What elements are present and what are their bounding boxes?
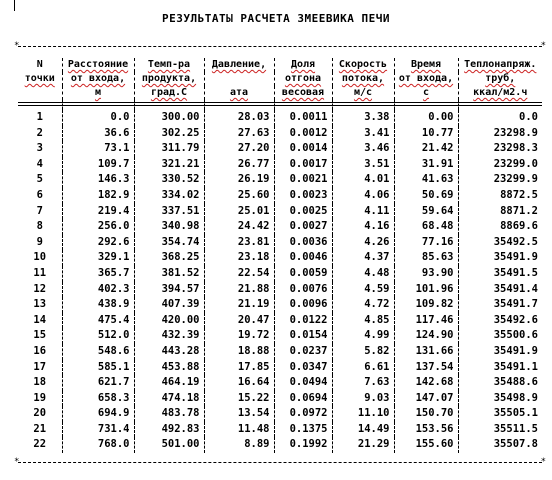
table-cell: 8869.6 [458,219,542,235]
table-cell: 658.3 [62,391,134,407]
table-row [18,188,542,204]
table-cell: 0.0694 [274,391,332,407]
table-cell: 453.88 [134,360,204,376]
table-row [18,422,542,438]
header-row [18,72,542,86]
corner-star-icon: * [540,457,546,467]
table-cell: 16 [33,344,47,357]
table-cell: 109.82 [394,297,458,313]
table-row [18,344,542,360]
table-cell: 330.52 [134,172,204,188]
table-cell: 0.0046 [274,250,332,266]
document-title: РЕЗУЛЬТАТЫ РАСЧЕТА ЗМЕЕВИКА ПЕЧИ [162,12,390,25]
table-cell: 621.7 [62,375,134,391]
column-header-text: м/с [353,87,373,98]
table-cell: 146.3 [62,172,134,188]
table-cell: 548.6 [62,344,134,360]
table-cell: 3.41 [332,126,394,142]
column-header-text: м [94,87,102,98]
table-cell: 73.1 [62,141,134,157]
table-cell: 2 [36,126,43,139]
table-cell: 0.0023 [274,188,332,204]
table-cell: 35492.6 [458,313,542,329]
table-cell: 7.63 [332,375,394,391]
table-cell: 4 [36,157,43,170]
table-cell: 9.03 [332,391,394,407]
table-cell: 17 [33,360,47,373]
table-cell: 11.10 [332,406,394,422]
table-cell: 3.38 [332,110,394,126]
table-cell: 402.3 [62,282,134,298]
table-cell: 219.4 [62,204,134,220]
column-header-text: потока, [341,73,385,84]
table-cell: 0.0059 [274,266,332,282]
table-cell: 85.63 [394,250,458,266]
column-header-text: весовая [281,87,325,98]
table-cell: 23298.3 [458,141,542,157]
table-cell: 302.25 [134,126,204,142]
table-cell: 5 [36,173,43,186]
column-header-cell [394,72,458,86]
column-header-text: Время [410,59,442,70]
column-header-cell [18,86,62,100]
column-header-text: Темп-ра [147,59,191,70]
table-cell: 365.7 [62,266,134,282]
table-cell: 77.16 [394,235,458,251]
column-header-text: труб, [485,73,516,84]
table-row [18,437,542,453]
table-cell: 5.82 [332,344,394,360]
table-cell: 41.63 [394,172,458,188]
table-cell: 14 [33,313,47,326]
table-cell: 21.88 [204,282,274,298]
table-cell: 17.85 [204,360,274,376]
table-cell: 147.07 [394,391,458,407]
table-cell: 4.01 [332,172,394,188]
table-cell: 475.4 [62,313,134,329]
table-cell: 0.0 [458,110,542,126]
column-header-cell [458,58,542,72]
column-header-cell [62,72,134,86]
column-header-text: Давление, [211,59,267,70]
table-cell: 28.03 [204,110,274,126]
table-cell: 50.69 [394,188,458,204]
table-cell: 24.42 [204,219,274,235]
column-header-text: Скорость [338,59,388,70]
table-header [18,58,542,110]
table-cell: 4.59 [332,282,394,298]
column-header-cell [274,72,332,86]
table-cell: 35505.1 [458,406,542,422]
table-bottom-border [18,462,542,463]
table-cell: 501.00 [134,437,204,453]
table-cell: 13 [33,298,47,311]
table-cell: 20 [33,407,47,420]
table-row [18,375,542,391]
table-cell: 124.90 [394,328,458,344]
table-cell: 0.0017 [274,157,332,173]
table-cell: 23299.0 [458,157,542,173]
table-cell: 23299.9 [458,172,542,188]
table-cell: 731.4 [62,422,134,438]
table-cell: 137.54 [394,360,458,376]
table-cell: 25.60 [204,188,274,204]
table-cell: 4.72 [332,297,394,313]
table-cell: 21.42 [394,141,458,157]
table-cell: 464.19 [134,375,204,391]
table-cell: 6.61 [332,360,394,376]
table-cell: 512.0 [62,328,134,344]
table-cell: 0.0027 [274,219,332,235]
table-cell: 0.1992 [274,437,332,453]
table-cell: 9 [36,235,43,248]
table-cell: 35507.8 [458,437,542,453]
table-cell: 10.77 [394,126,458,142]
table-cell: 35498.9 [458,391,542,407]
column-header-cell [394,86,458,100]
table-row [18,126,542,142]
table-cell: 8 [36,220,43,233]
text-cursor [14,0,15,11]
table-row [18,204,542,220]
table-cell: 368.25 [134,250,204,266]
table-cell: 68.48 [394,219,458,235]
table-row [18,406,542,422]
table-cell: 0.0096 [274,297,332,313]
table-row [18,328,542,344]
table-cell: 35491.5 [458,266,542,282]
table-cell: 340.98 [134,219,204,235]
table-cell: 3 [36,142,43,155]
table-cell: 21 [33,422,47,435]
table-cell: 4.48 [332,266,394,282]
table-cell: 35511.5 [458,422,542,438]
column-header-cell [274,58,332,72]
column-header-cell [332,86,394,100]
table-cell: 492.83 [134,422,204,438]
table-cell: 21.29 [332,437,394,453]
table-cell: 334.02 [134,188,204,204]
table-cell: 23.81 [204,235,274,251]
table-cell: 11.48 [204,422,274,438]
table-cell: 36.6 [62,126,134,142]
table-cell: 35500.6 [458,328,542,344]
column-header-cell [394,58,458,72]
table-cell: 443.28 [134,344,204,360]
column-header-cell [458,86,542,100]
column-header-cell [134,86,204,100]
header-row [18,58,542,72]
table-cell: 0.0 [62,110,134,126]
table-cell: 4.11 [332,204,394,220]
table-row [18,282,542,298]
table-cell: 407.39 [134,297,204,313]
table-cell: 768.0 [62,437,134,453]
table-cell: 4.99 [332,328,394,344]
table-cell: 13.54 [204,406,274,422]
table-cell: 142.68 [394,375,458,391]
table-row [18,313,542,329]
column-header-cell [134,58,204,72]
table-cell: 0.1375 [274,422,332,438]
table-cell: 0.0494 [274,375,332,391]
column-header-cell [18,58,62,72]
column-header-cell [274,86,332,100]
table-cell: 19 [33,391,47,404]
table-cell: 15.22 [204,391,274,407]
corner-star-icon: * [14,41,20,51]
table-row [18,141,542,157]
table-cell: 14.49 [332,422,394,438]
table-row [18,172,542,188]
table-cell: 256.0 [62,219,134,235]
column-header-text: Расстояние [67,59,129,70]
table-cell: 22 [33,438,47,451]
table-row [18,157,542,173]
table-cell: 8871.2 [458,204,542,220]
table-cell: 394.57 [134,282,204,298]
table-cell: 23.18 [204,250,274,266]
table-cell: 21.19 [204,297,274,313]
table-row [18,360,542,376]
table-cell: 4.16 [332,219,394,235]
table-cell: 109.7 [62,157,134,173]
table-cell: 0.0011 [274,110,332,126]
table-cell: 585.1 [62,360,134,376]
table-cell: 155.60 [394,437,458,453]
table-row [18,110,542,126]
column-header-text: отгона [284,73,322,84]
table-cell: 35491.4 [458,282,542,298]
table-row [18,391,542,407]
table-cell: 26.77 [204,157,274,173]
table-cell: 0.0154 [274,328,332,344]
results-table-frame [14,41,546,467]
table-cell: 23298.9 [458,126,542,142]
column-header-cell [332,58,394,72]
table-cell: 93.90 [394,266,458,282]
table-cell: 1 [36,111,43,123]
table-cell: 329.1 [62,250,134,266]
column-header-text: ата [229,87,249,98]
column-header-text: от входа, [398,73,454,84]
table-row [18,250,542,266]
table-cell: 18 [33,376,47,389]
table-cell: 27.20 [204,141,274,157]
table-cell: 35488.6 [458,375,542,391]
table-cell: 19.72 [204,328,274,344]
column-header-text: Доля [290,59,316,70]
table-cell: 3.51 [332,157,394,173]
table-cell: 182.9 [62,188,134,204]
table-cell: 321.21 [134,157,204,173]
table-row [18,219,542,235]
column-header-text: точки [24,73,55,84]
column-header-cell [62,86,134,100]
table-cell: 153.56 [394,422,458,438]
table-cell: 6 [36,188,43,201]
table-cell: 0.0036 [274,235,332,251]
column-header-text: ккал/м2.ч [473,87,528,98]
column-header-cell [332,72,394,86]
table-cell: 4.26 [332,235,394,251]
table-cell: 25.01 [204,204,274,220]
table-row [18,266,542,282]
table-cell: 0.0122 [274,313,332,329]
column-header-text: Теплонапряж. [464,59,537,70]
table-cell: 35491.7 [458,297,542,313]
table-cell: 311.79 [134,141,204,157]
column-header-cell [62,58,134,72]
table-cell: 432.39 [134,328,204,344]
corner-star-icon: * [540,41,546,51]
table-cell: 35491.1 [458,360,542,376]
column-header-cell [204,86,274,100]
table-cell: 0.0025 [274,204,332,220]
table-cell: 0.00 [394,110,458,126]
table-cell: 10 [33,251,47,264]
column-header-cell [134,72,204,86]
table-cell: 117.46 [394,313,458,329]
column-header-text: с [422,87,430,98]
table-cell: 131.66 [394,344,458,360]
table-cell: 381.52 [134,266,204,282]
table-cell: 0.0972 [274,406,332,422]
table-cell: 0.0021 [274,172,332,188]
table-cell: 300.00 [134,110,204,126]
table-cell: 12 [33,282,47,295]
table-row [18,297,542,313]
table-cell: 354.74 [134,235,204,251]
table-cell: 483.78 [134,406,204,422]
table-row [18,235,542,251]
table-cell: 35491.9 [458,344,542,360]
table-cell: 438.9 [62,297,134,313]
header-gap [18,100,542,110]
table-cell: 0.0014 [274,141,332,157]
table-cell: 31.91 [394,157,458,173]
table-cell: 16.64 [204,375,274,391]
table-cell: 101.96 [394,282,458,298]
table-cell: 3.46 [332,141,394,157]
column-header-cell [18,72,62,86]
table-cell: 4.06 [332,188,394,204]
table-cell: 7 [36,204,43,217]
table-cell: 27.63 [204,126,274,142]
corner-star-icon: * [14,457,20,467]
table-cell: 35492.5 [458,235,542,251]
column-header-text: от входа, [70,73,126,84]
table-cell: 4.85 [332,313,394,329]
table-cell: 26.19 [204,172,274,188]
column-header-cell [204,58,274,72]
table-cell: 59.64 [394,204,458,220]
column-header-text: N [36,59,43,70]
table-cell: 35491.9 [458,250,542,266]
table-cell: 0.0012 [274,126,332,142]
results-table [18,58,542,453]
table-cell: 292.6 [62,235,134,251]
column-header-cell [204,72,274,86]
table-cell: 420.00 [134,313,204,329]
table-cell: 337.51 [134,204,204,220]
table-cell: 474.18 [134,391,204,407]
table-cell: 8.89 [204,437,274,453]
header-row [18,86,542,100]
table-body [18,110,542,453]
table-cell: 150.70 [394,406,458,422]
table-cell: 4.37 [332,250,394,266]
table-cell: 18.88 [204,344,274,360]
table-cell: 11 [33,266,47,279]
table-cell: 694.9 [62,406,134,422]
table-cell: 8872.5 [458,188,542,204]
table-cell: 0.0347 [274,360,332,376]
table-cell: 22.54 [204,266,274,282]
table-top-border [18,46,542,47]
column-header-text: град.С [150,87,188,98]
column-header-text: продукта, [141,73,197,84]
table-cell: 0.0237 [274,344,332,360]
table-cell: 0.0076 [274,282,332,298]
table-cell: 20.47 [204,313,274,329]
table-cell: 15 [33,329,47,342]
column-header-cell [458,72,542,86]
